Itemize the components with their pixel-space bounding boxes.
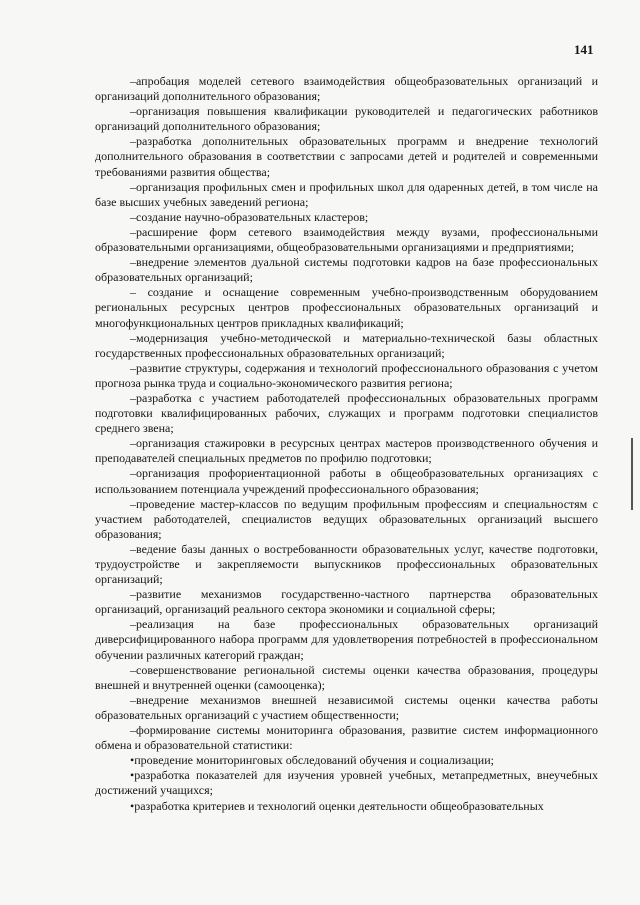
list-item: –организация стажировки в ресурсных центрах мастеров производственного обучения и преподавателей специальных предметов по профилю подготовки; [95,436,598,466]
list-item: –апробация моделей сетевого взаимодействия общеобразовательных организаций и организаций дополнительного образования; [95,74,598,104]
list-item: –разработка с участием работодателей профессиональных образовательных программ подготовки квалифицированных рабочих, служащих и программ подготовки специалистов среднего звена; [95,390,598,436]
scan-edge-mark [631,438,633,510]
list-item: –расширение форм сетевого взаимодействия между вузами, профессиональными образовательными организациями, общеобразовательными организациями и предприятиями; [95,224,598,255]
list-item: –развитие механизмов государственно-частного партнерства образовательных организаций, организаций реального сектора экономики и социальной сферы; [95,587,598,617]
list-item: –организация профориентационной работы в общеобразовательных организациях с использованием потенциала учреждений профессионального образования; [95,466,598,496]
bullet-item: •проведение мониторинговых обследований обучения и социализации; [130,753,494,768]
list-item: –внедрение механизмов внешней независимой системы оценки качества работы образовательных организаций с участием общественности; [95,692,598,722]
page-number: 141 [574,42,594,57]
list-item: –модернизация учебно-методической и материально-технической базы областных государственных профессиональных образовательных организаций; [95,330,598,360]
list-item: –организация профильных смен и профильных школ для одаренных детей, в том числе на базе высших учебных заведений региона; [95,179,598,209]
list-item: –внедрение элементов дуальной системы подготовки кадров на базе профессиональных образовательных организаций; [95,255,598,285]
list-item: –совершенствование региональной системы оценки качества образования, процедуры внешней и внутренней оценки (самооценка); [95,662,598,692]
list-item: – создание и оснащение современным учебно-производственным оборудованием региональных ресурсных центров профессиональных образовательных организаций и многофункциональных центров прикладных квалификаций; [95,285,598,330]
list-item: –создание научно-образовательных кластеров; [130,209,369,224]
list-item: –развитие структуры, содержания и технологий профессионального образования с учетом прогноза рынка труда и социально-экономического развития региона; [95,360,598,390]
list-item: –ведение базы данных о востребованности образовательных услуг, качестве подготовки, трудоустройстве и закрепляемости выпускников профессиональных образовательных организаций; [95,541,598,587]
list-item: –формирование системы мониторинга образования, развитие систем информационного обмена и образовательной статистики: [95,723,598,753]
bullet-item: •разработка показателей для изучения уровней учебных, метапредметных, внеучебных достижений учащихся; [95,768,598,798]
list-item: –реализация на базе профессиональных образовательных организаций диверсифицированного набора программ для удовлетворения потребностей в профессиональном обучении различных категорий граждан; [95,617,598,662]
list-item: –организация повышения квалификации руководителей и педагогических работников организаций дополнительного образования; [95,104,598,134]
bullet-item: •разработка критериев и технологий оценки деятельности общеобразовательных [130,798,544,813]
list-item: –проведение мастер-классов по ведущим профильным профессиям и специальностям с участием работодателей, специалистов ведущих образовательных организаций высшего образования; [95,496,598,541]
list-item: –разработка дополнительных образовательных программ и внедрение технологий дополнительного образования в соответствии с запросами детей и родителей и современными требованиями развития общества; [95,134,598,179]
body-text [95,74,598,814]
